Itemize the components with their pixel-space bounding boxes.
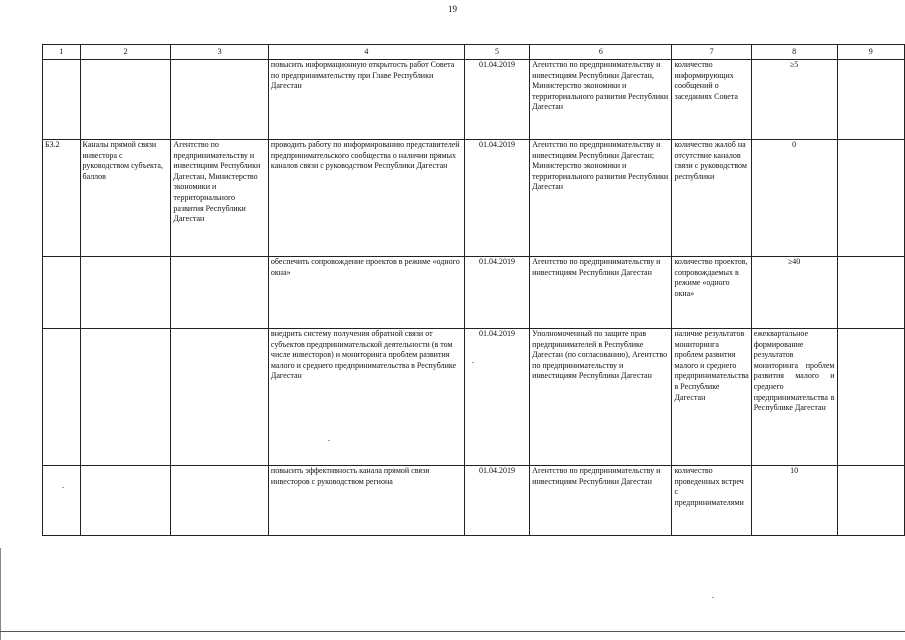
column-number: 3 [171, 45, 269, 60]
date-cell: 01.04.2019 [464, 466, 529, 536]
executor-cell: Агентство по предпринимательству и инвестициям Республики Дагестан; Министерство экономики и территориального развития Республики Дагестан [530, 140, 672, 257]
target-cell: ≥40 [751, 257, 837, 329]
responsible-cell [171, 329, 269, 466]
measure-cell: обеспечить сопровождение проектов в режиме «одного окна» [268, 257, 464, 329]
table-row [43, 60, 905, 140]
executor-cell: Агентство по предпринимательству и инвестициям Республики Дагестан [530, 466, 672, 536]
target-cell: 0 [751, 140, 837, 257]
responsible-cell [171, 60, 269, 140]
scan-edge-mark [0, 548, 1, 640]
date-cell: 01.04.2019 [464, 140, 529, 257]
table-row [43, 329, 905, 466]
scan-dust-mark [472, 362, 474, 363]
code-cell: Б3.2 [43, 140, 81, 257]
column-number: 9 [837, 45, 905, 60]
date-cell: 01.04.2019 [464, 329, 529, 466]
page-number: 19 [448, 4, 457, 14]
note-cell [837, 140, 905, 257]
executor-cell: Агентство по предпринимательству и инвестициям Республики Дагестан, Министерство экономики и территориального развития Республики Дагестан [530, 60, 672, 140]
responsible-cell [171, 466, 269, 536]
note-cell [837, 466, 905, 536]
note-cell [837, 60, 905, 140]
date-cell: 01.04.2019 [464, 257, 529, 329]
channel-cell [80, 257, 171, 329]
indicator-cell: наличие результатов мониторинга проблем развития малого и среднего предпринимательства в Республике Дагестан [672, 329, 751, 466]
table-row [43, 140, 905, 257]
column-number: 6 [530, 45, 672, 60]
scan-bottom-edge [0, 631, 905, 632]
column-number: 5 [464, 45, 529, 60]
indicator-cell: количество жалоб на отсутствие каналов связи с руководством республики [672, 140, 751, 257]
executor-cell: Агентство по предпринимательству и инвестициям Республики Дагестан [530, 257, 672, 329]
note-cell [837, 329, 905, 466]
measure-cell: внедрить систему получения обратной связи от субъектов предпринимательской деятельности (в том числе инвесторов) и мониторинга проблем развития малого и среднего предпринимательства в Республике Дагестан [268, 329, 464, 466]
responsible-cell: Агентство по предпринимательству и инвестициям Республики Дагестан, Министерство экономики и территориального развития Республики Дагестан [171, 140, 269, 257]
column-number: 1 [43, 45, 81, 60]
table-row [43, 466, 905, 536]
column-number: 4 [268, 45, 464, 60]
indicator-cell: количество проведенных встреч с предпринимателями [672, 466, 751, 536]
code-cell [43, 329, 81, 466]
column-number-row [43, 45, 905, 60]
measure-cell: повысить эффективность канала прямой связи инвесторов с руководством региона [268, 466, 464, 536]
target-cell: ежеквартальное формирование результатов мониторинга проблем развития малого и среднего предпринимательства в Республике Дагестан [751, 329, 837, 466]
channel-cell [80, 329, 171, 466]
table-row [43, 257, 905, 329]
scan-dust-mark [328, 440, 330, 441]
code-cell [43, 60, 81, 140]
executor-cell: Уполномоченный по защите прав предпринимателей в Республике Дагестан (по согласованию), Агентство по предпринимательству и инвестициям Республики Дагестан [530, 329, 672, 466]
measure-cell: проводить работу по информированию представителей предпринимательского сообщества о наличии прямых каналов связи с руководством Республики Дагестан [268, 140, 464, 257]
code-cell [43, 466, 81, 536]
date-cell: 01.04.2019 [464, 60, 529, 140]
channel-cell [80, 60, 171, 140]
plan-table [42, 44, 905, 536]
code-cell [43, 257, 81, 329]
channel-cell: Каналы прямой связи инвестора с руководством субъекта, баллов [80, 140, 171, 257]
note-cell [837, 257, 905, 329]
target-cell: 10 [751, 466, 837, 536]
column-number: 2 [80, 45, 171, 60]
channel-cell [80, 466, 171, 536]
measure-cell: повысить информационную открытость работ Совета по предпринимательству при Главе Республики Дагестан [268, 60, 464, 140]
indicator-cell: количество информирующих сообщений о заседаниях Совета [672, 60, 751, 140]
column-number: 8 [751, 45, 837, 60]
target-cell: ≥5 [751, 60, 837, 140]
indicator-cell: количество проектов, сопровождаемых в режиме «одного окна» [672, 257, 751, 329]
scan-dust-mark [712, 597, 714, 598]
column-number: 7 [672, 45, 751, 60]
responsible-cell [171, 257, 269, 329]
scan-dust-mark [62, 487, 64, 488]
